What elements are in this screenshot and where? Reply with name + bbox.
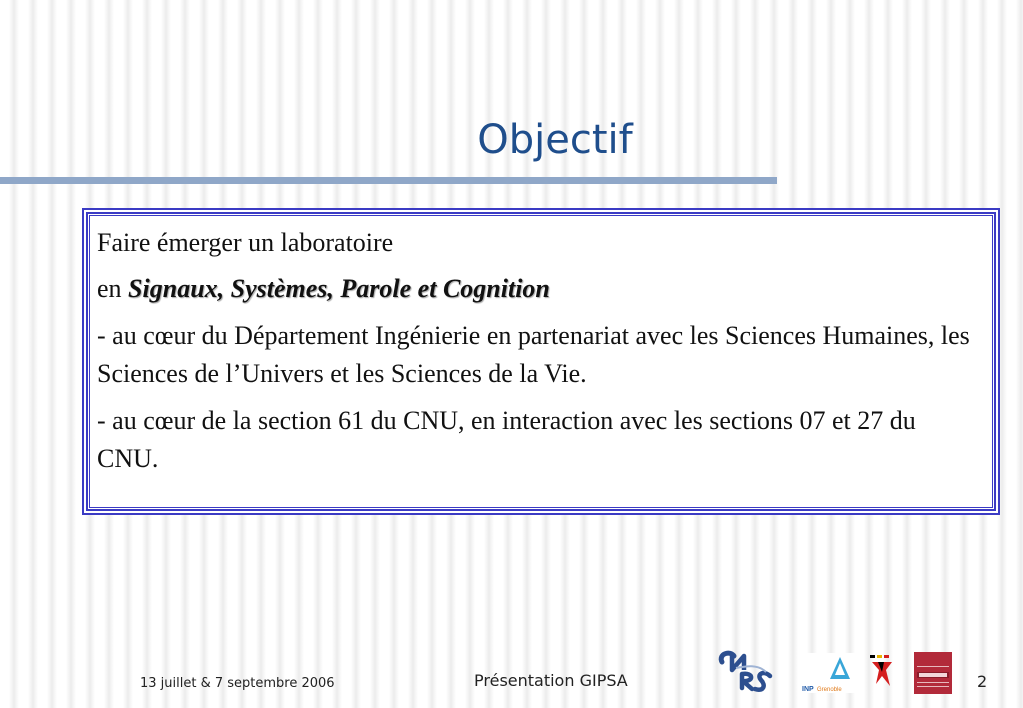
title-underline [0, 177, 777, 184]
objective-line-2 [97, 270, 982, 308]
cnrs-logo-graphic [716, 648, 776, 694]
footer-page-number: 2 [977, 672, 988, 691]
footer-presentation-title: Présentation GIPSA [474, 671, 628, 690]
objective-bullet-2: - au cœur de la section 61 du CNU, en interaction avec les sections 07 et 27 du CNU. [97, 406, 916, 473]
objective-bullet-1: - au cœur du Département Ingénierie en partenariat avec les Sciences Humaines, les Sciences de l’Univers et les Sciences de la Vie. [97, 321, 970, 388]
objective-line-2-prefix: en [97, 274, 129, 303]
stendhal-logo-graphic [914, 652, 952, 694]
svg-text:Grenoble: Grenoble [817, 687, 842, 693]
objective-line-1: Faire émerger un laboratoire [97, 228, 394, 257]
cnrs-logo [716, 648, 776, 694]
slide-title: Objectif [477, 117, 633, 163]
footer-date: 13 juillet & 7 septembre 2006 [140, 676, 335, 691]
ujf-logo [868, 652, 896, 688]
svg-text:INP: INP [802, 686, 814, 693]
content-inner [89, 215, 993, 508]
inp-grenoble-logo [800, 653, 862, 693]
content-box [82, 208, 1000, 515]
inp-grenoble-logo-graphic [800, 653, 862, 693]
objective-field-emphasis: Signaux, Systèmes, Parole et Cognition [128, 274, 550, 303]
stendhal-logo [914, 652, 952, 694]
ujf-logo-graphic [868, 652, 896, 688]
